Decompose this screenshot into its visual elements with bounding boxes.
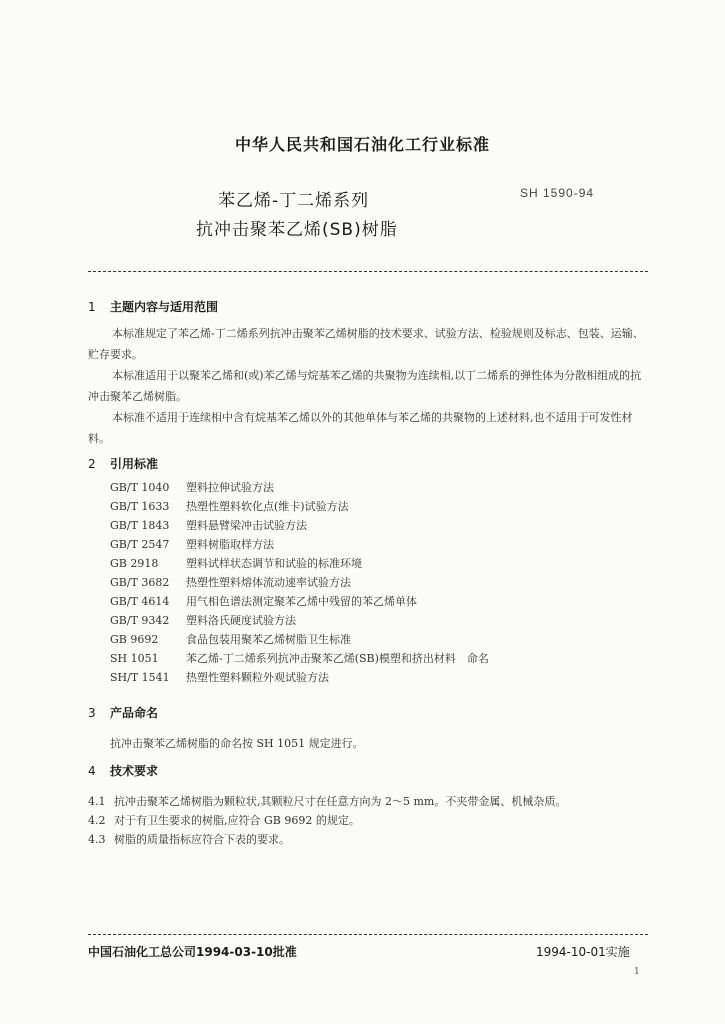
reference-name: 塑料拉伸试验方法 — [186, 481, 274, 494]
section-number: 1 — [88, 300, 96, 314]
reference-code: GB/T 9342 — [110, 614, 170, 627]
reference-name: 塑料树脂取样方法 — [186, 538, 274, 551]
reference-item — [110, 535, 489, 554]
reference-item — [110, 554, 489, 573]
section-4-heading — [88, 762, 158, 779]
reference-code: GB/T 1040 — [110, 481, 170, 494]
reference-name: 热塑性塑料软化点(维卡)试验方法 — [186, 500, 349, 513]
approval-statement: 中国石油化工总公司1994-03-10批准 — [88, 945, 297, 959]
section-title: 技术要求 — [110, 764, 159, 778]
clause-text: 对于有卫生要求的树脂,应符合 GB 9692 的规定。 — [114, 814, 360, 827]
header-divider — [88, 271, 648, 272]
reference-name: 塑料试样状态调节和试验的标准环境 — [186, 557, 362, 570]
reference-code: GB 2918 — [110, 557, 159, 570]
section-number: 4 — [88, 764, 96, 778]
clause-number: 4.3 — [88, 833, 106, 846]
section-1-paragraph-3: 本标准不适用于连续相中含有烷基苯乙烯以外的其他单体与苯乙烯的共聚物的上述材料,也不适用于可发性材料。 — [88, 411, 633, 445]
section-1-paragraph-1: 本标准规定了苯乙烯-丁二烯系列抗冲击聚苯乙烯树脂的技术要求、试验方法、检验规则及标志、包装、运输、贮存要求。 — [88, 327, 644, 361]
reference-name: 塑料悬臂梁冲击试验方法 — [186, 519, 307, 532]
reference-name: 热塑性塑料颗粒外观试验方法 — [186, 671, 329, 684]
section-number: 3 — [88, 706, 96, 720]
clause-4-3 — [88, 831, 290, 847]
section-title: 引用标准 — [110, 457, 159, 471]
section-title: 产品命名 — [110, 706, 159, 720]
reference-name: 苯乙烯-丁二烯系列抗冲击聚苯乙烯(SB)模塑和挤出材料 命名 — [186, 652, 489, 665]
clause-text: 树脂的质量指标应符合下表的要求。 — [114, 833, 290, 846]
reference-name: 塑料洛氏硬度试验方法 — [186, 614, 296, 627]
reference-code: GB/T 2547 — [110, 538, 170, 551]
normative-references-list — [110, 478, 489, 687]
reference-item — [110, 611, 489, 630]
standard-number: SH 1590-94 — [520, 186, 595, 200]
reference-code: GB/T 4614 — [110, 595, 170, 608]
reference-item — [110, 630, 489, 649]
reference-item — [110, 516, 489, 535]
footer-divider — [88, 934, 648, 935]
issuing-organization: 中华人民共和国石油化工行业标准 — [234, 135, 490, 154]
section-1-heading — [88, 298, 218, 315]
section-title: 主题内容与适用范围 — [110, 300, 219, 314]
section-2-heading — [88, 455, 158, 472]
reference-code: SH/T 1541 — [110, 671, 170, 684]
section-3-text: 抗冲击聚苯乙烯树脂的命名按 SH 1051 规定进行。 — [110, 737, 364, 750]
reference-code: GB 9692 — [110, 633, 159, 646]
reference-item — [110, 478, 489, 497]
section-1-paragraph-2: 本标准适用于以聚苯乙烯和(或)苯乙烯与烷基苯乙烯的共聚物为连续相,以丁二烯系的弹性体为分散相组成的抗冲击聚苯乙烯树脂。 — [88, 369, 642, 403]
reference-name: 用气相色谱法测定聚苯乙烯中残留的苯乙烯单体 — [186, 595, 417, 608]
clause-4-2 — [88, 812, 360, 828]
reference-item — [110, 649, 489, 668]
section-number: 2 — [88, 457, 96, 471]
reference-item — [110, 668, 489, 687]
clause-number: 4.1 — [88, 795, 106, 808]
clause-4-1 — [88, 793, 566, 809]
implementation-date: 1994-10-01实施 — [536, 945, 630, 959]
reference-code: GB/T 1843 — [110, 519, 170, 532]
clause-text: 抗冲击聚苯乙烯树脂为颗粒状,其颗粒尺寸在任意方向为 2～5 mm。不夹带金属、机械杂质。 — [114, 795, 567, 808]
reference-code: GB/T 1633 — [110, 500, 170, 513]
section-3-heading — [88, 704, 158, 721]
page-number: 1 — [634, 967, 640, 977]
reference-item — [110, 573, 489, 592]
reference-name: 热塑性塑料熔体流动速率试验方法 — [186, 576, 351, 589]
standard-title-line-2: 抗冲击聚苯乙烯(SB)树脂 — [196, 220, 398, 240]
reference-code: GB/T 3682 — [110, 576, 170, 589]
clause-number: 4.2 — [88, 814, 106, 827]
reference-item — [110, 592, 489, 611]
reference-name: 食品包装用聚苯乙烯树脂卫生标准 — [186, 633, 351, 646]
reference-item — [110, 497, 489, 516]
standard-title-line-1: 苯乙烯-丁二烯系列 — [218, 191, 370, 211]
reference-code: SH 1051 — [110, 652, 159, 665]
